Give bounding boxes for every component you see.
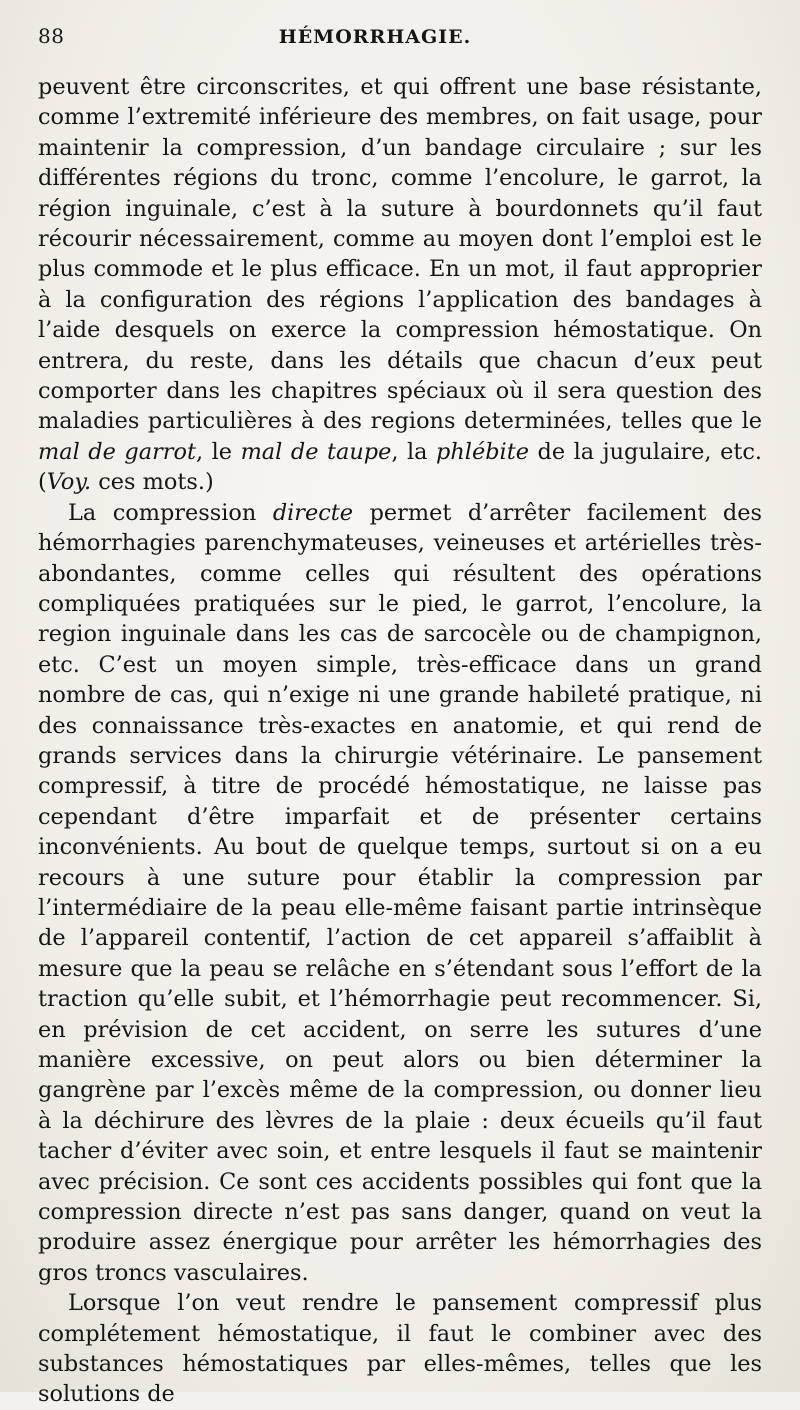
body-text [38, 72, 762, 1410]
text-run: Lorsque l’on veut rendre le pansement compressif plus complétement hémostatique, il faut le combiner avec des substances hémostatiques par elles-mêmes, telles que les solutions de [38, 1290, 762, 1408]
paragraph-1 [38, 72, 762, 498]
text-run: de la jugulaire, etc. ( [38, 438, 762, 496]
running-title: HÉMORRHAGIE. [278, 26, 472, 48]
italic-text-run: Voy. [46, 469, 92, 496]
page-header [38, 24, 762, 68]
text-run: permet d’arrêter facilement des hémorrhagies parenchymateuses, veineuses et artérielles très-abondantes, comme celles qui résultent des opérations compliquées pratiquées sur le pied, le garrot, l’encolure, la region inguinale dans les cas de sarcocèle ou de champignon, etc. C’est un moyen simple, très-efficace dans un grand nombre de cas, qui n’exige ni une grande habileté pratique, ni des connaissance très-exactes en anatomie, et qui rend de grands services dans la chirurgie vétérinaire. Le pansement compressif, à titre de procédé hémostatique, ne laisse pas cependant d’être imparfait et de présenter certains inconvénients. Au bout de quelque temps, surtout si on a eu recours à une suture pour établir la compression par l’intermédiaire de la peau elle-même faisant partie intrinsèque de l’appareil contentif, l’action de cet appareil s’affaiblit à mesure que la peau se relâche en s’étendant sous l’effort de la traction qu’elle subit, et l’hémorrhagie peut recommencer. Si, en prévision de cet accident, on serre les sutures d’une manière excessive, on peut alors ou bien déterminer la gangrène par l’excès même de la compression, ou donner lieu à la déchirure des lèvres de la plaie : deux écueils qu’il faut tacher d’éviter avec soin, et entre lesquels il faut se maintenir avec précision. Ce sont ces accidents possibles qui font que la compression directe n’est pas sans danger, quand on veut la produire assez énergique pour arrêter les hémorrhagies des gros troncs vasculaires. [38, 499, 762, 1286]
text-run: peuvent être circonscrites, et qui offrent une base résistante, comme l’extremité inférieure des membres, on fait usage, pour maintenir la compression, d’un bandage circulaire ; sur les différentes régions du tronc, comme l’encolure, le garrot, la région inguinale, c’est à la suture à bourdonnets qu’il faut récourir nécessairement, comme au moyen dont l’emploi est le plus commode et le plus efficace. En un mot, il faut approprier à la configuration des régions l’application des bandages à l’aide desquels on exerce la compression hémostatique. On entrera, du reste, dans les détails que chacun d’eux peut comporter dans les chapitres spéciaux où il sera question des maladies particulières à des regions determinées, telles que le [38, 74, 762, 435]
text-run: La compression [68, 499, 273, 526]
italic-text-run: mal de taupe [240, 438, 392, 465]
text-run: , le [195, 438, 241, 465]
text-run: , la [391, 438, 437, 465]
italic-text-run: directe [272, 499, 354, 526]
italic-text-run: phlébite [436, 438, 529, 465]
page-number: 88 [38, 24, 65, 48]
paragraph-2 [38, 498, 762, 1289]
text-run: ces mots.) [91, 469, 214, 496]
italic-text-run: mal de garrot [38, 438, 196, 465]
